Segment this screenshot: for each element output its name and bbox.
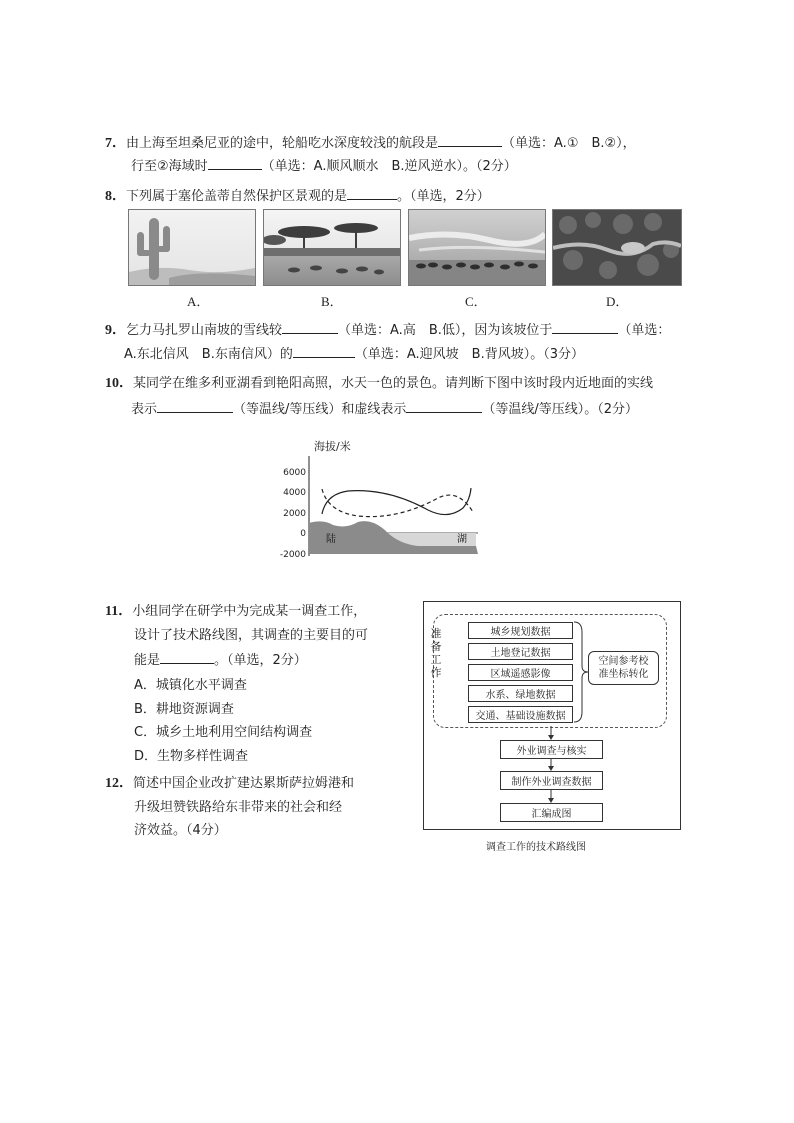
photo-a-desert-cactus[interactable] <box>128 209 256 286</box>
q11-option-c[interactable]: C．城乡土地利用空间结构调查 <box>134 725 313 740</box>
q7-text-c: 行至②海域时 <box>131 159 208 174</box>
q10-text-d: （等温线/等压线）。（2分） <box>482 402 639 417</box>
dashed-isoline <box>322 489 473 517</box>
q8-number: 8． <box>105 189 126 204</box>
photo-c-grassland-herd[interactable] <box>408 209 546 286</box>
tick-6000: 6000 <box>283 468 306 478</box>
q7-text-d: （单选：A.顺风顺水 B.逆风逆水）。（2分） <box>261 159 517 174</box>
prep-work-label <box>429 627 443 679</box>
right-brace <box>570 618 590 726</box>
q9-line2 <box>124 344 584 364</box>
q7-number: 7． <box>105 136 126 151</box>
prep-char-3: 工 <box>430 653 442 666</box>
q10-isoline-diagram <box>278 436 488 561</box>
q10-blank-1[interactable] <box>157 399 233 413</box>
q10-blank-2[interactable] <box>406 399 482 413</box>
q9-blank-3[interactable] <box>293 344 355 358</box>
photo-d-forest-aerial[interactable] <box>552 209 682 286</box>
box-make-field-survey-data: 制作外业调查数据 <box>500 771 603 790</box>
q8-blank[interactable] <box>347 186 397 200</box>
q10-ylabel: 海拔/米 <box>314 440 351 453</box>
savanna-image <box>264 210 400 285</box>
q10-text-a: 某同学在维多利亚湖看到艳阳高照，水天一色的景色。请判断下图中该时段内近地面的实线 <box>133 376 654 391</box>
q7-line2 <box>131 156 517 176</box>
side-box-line-1: 空间参考校 <box>598 656 649 667</box>
photo-label-b: B． <box>321 294 343 309</box>
grassland-herd-image <box>409 210 545 285</box>
prep-char-1: 准 <box>430 627 442 640</box>
q7-line1 <box>105 133 636 153</box>
q9-text-a: 乞力马扎罗山南坡的雪线较 <box>126 323 283 338</box>
q9-text-e: （单选：A.迎风坡 B.背风坡）。（3分） <box>354 347 584 362</box>
q9-text-c: （单选： <box>618 323 671 338</box>
q9-text-d: A.东北信风 B.东南信风）的 <box>124 347 293 362</box>
q10-number: 10． <box>105 376 133 391</box>
lake-label: 湖 <box>457 534 467 545</box>
q11-option-d[interactable]: D．生物多样性调查 <box>134 749 249 764</box>
q12-text-2: 升级坦赞铁路给东非带来的社会和经 <box>134 800 343 815</box>
box-urban-rural-planning-data: 城乡规划数据 <box>468 622 573 639</box>
q12-text-3: 济效益。（4分） <box>134 823 227 838</box>
q11-text-tail: 。（单选，2分） <box>214 653 307 668</box>
q11-text-3: 能是 <box>134 653 161 668</box>
box-water-greenspace-data: 水系、绿地数据 <box>468 685 573 702</box>
tick-minus-2000: -2000 <box>279 550 306 560</box>
q10-line2 <box>131 399 638 419</box>
q7-blank-2[interactable] <box>208 156 262 170</box>
photo-label-c: C． <box>465 294 487 309</box>
q12-number: 12． <box>105 776 133 791</box>
q11-line3 <box>134 650 307 670</box>
side-box-line-2: 准坐标转化 <box>598 669 649 680</box>
prep-char-4: 作 <box>430 666 442 679</box>
box-land-registration-data: 土地登记数据 <box>468 643 573 660</box>
q11-text-1: 小组同学在研学中为完成某一调查工作， <box>132 604 367 619</box>
box-field-survey-verification: 外业调查与核实 <box>500 740 603 759</box>
q10-text-b: 表示 <box>131 402 158 417</box>
q7-text-a: 由上海至坦桑尼亚的途中，轮船吃水深度较浅的航段是 <box>126 136 439 151</box>
q11-option-a[interactable]: A．城镇化水平调查 <box>134 678 247 693</box>
q9-text-b: （单选：A.高 B.低），因为该坡位于 <box>338 323 553 338</box>
q11-blank[interactable] <box>160 650 214 664</box>
q11-number: 11． <box>105 604 133 619</box>
photo-label-a: A． <box>187 294 210 309</box>
q9-blank-1[interactable] <box>282 320 338 334</box>
q8-text-b: 。（单选，2分） <box>397 189 490 204</box>
q9-blank-2[interactable] <box>552 320 618 334</box>
tick-4000: 4000 <box>283 488 306 498</box>
land-label: 陆 <box>326 534 336 545</box>
photo-b-savanna[interactable] <box>263 209 401 286</box>
q7-blank-1[interactable] <box>438 133 502 147</box>
tick-0: 0 <box>300 529 306 539</box>
q10-text-c: （等温线/等压线）和虚线表示 <box>233 402 407 417</box>
box-remote-sensing-imagery: 区域遥感影像 <box>468 664 573 681</box>
forest-aerial-image <box>553 210 681 285</box>
diagram-caption: 调查工作的技术路线图 <box>486 842 586 853</box>
q8-line1 <box>105 186 490 206</box>
q9-line1 <box>105 320 670 340</box>
box-compile-map: 汇编成图 <box>500 803 603 822</box>
q11-option-b[interactable]: B．耕地资源调查 <box>134 702 234 717</box>
q11-text-2: 设计了技术路线图，其调查的主要目的可 <box>134 628 369 643</box>
prep-char-2: 备 <box>430 640 442 653</box>
box-spatial-reference-calibration <box>588 651 659 685</box>
solid-isoline <box>322 488 471 515</box>
q12-text-1: 简述中国企业改扩建达累斯萨拉姆港和 <box>133 776 355 791</box>
box-transport-infrastructure-data: 交通、基础设施数据 <box>468 706 573 723</box>
q7-text-b: （单选：A.① B.②）， <box>502 136 636 151</box>
tick-2000: 2000 <box>283 509 306 519</box>
photo-label-d: D． <box>606 294 629 309</box>
q8-text-a: 下列属于塞伦盖蒂自然保护区景观的是 <box>126 189 348 204</box>
q10-line1 <box>105 375 653 393</box>
q11-line1 <box>105 603 366 621</box>
q9-number: 9． <box>105 323 126 338</box>
q12-line1 <box>105 775 354 793</box>
desert-cactus-image <box>129 210 255 285</box>
